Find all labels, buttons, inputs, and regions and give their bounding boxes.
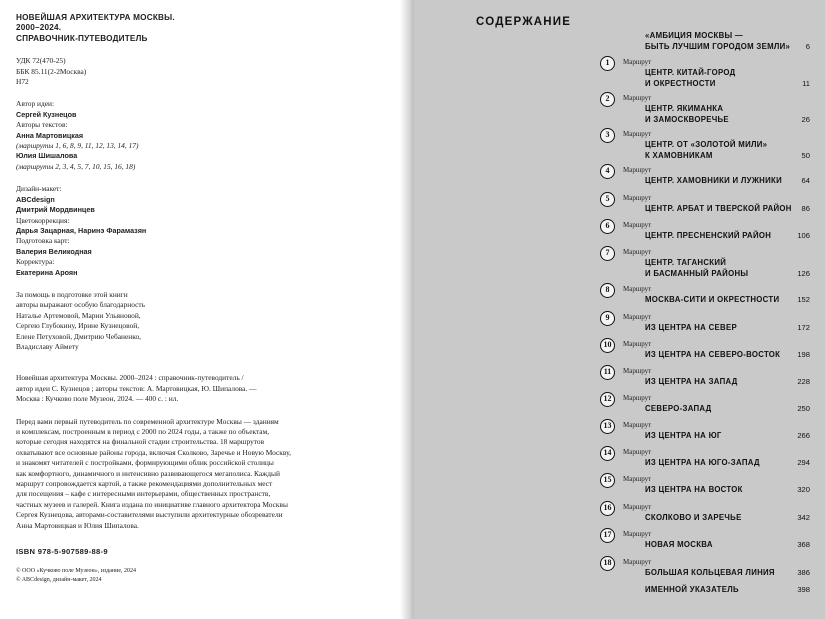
route-number-badge: 8 [600, 283, 615, 298]
book-title-line-2: 2000–2024. [16, 23, 62, 33]
toc-entry-title: ЦЕНТР. АРБАТ И ТВЕРСКОЙ РАЙОН [645, 204, 792, 213]
maps-label: Подготовка карт: [16, 236, 70, 246]
toc-page-number: 126 [797, 268, 810, 278]
toc-page-number: 152 [797, 295, 810, 304]
book-title-line-3: СПРАВОЧНИК-ПУТЕВОДИТЕЛЬ [16, 33, 148, 43]
toc-page-number: 398 [797, 585, 810, 594]
toc-entry-title: ИЗ ЦЕНТРА НА ЮГ [645, 431, 722, 440]
toc-page-number: 228 [797, 377, 810, 386]
toc-title: СОДЕРЖАНИЕ [476, 16, 572, 28]
toc-entry-title: ЦЕНТР. ОТ «ЗОЛОТОЙ МИЛИ» К ХАМОВНИКАМ [645, 140, 768, 160]
thanks-line: За помощь в подготовке этой книги [16, 289, 128, 299]
route-label: Маршрут [623, 558, 652, 566]
biblio-line: Новейшая архитектура Москвы. 2000–2024 : справочник-путеводитель / [16, 373, 244, 383]
description-line: которые сегодня находятся на финальной стадии строительства. 18 маршрутов [16, 437, 265, 447]
route-number-badge: 17 [600, 528, 615, 543]
author-sign: Н72 [16, 77, 29, 87]
biblio-line: Москва : Кучково поле Музеон, 2024. — 400 с. : ил. [16, 394, 179, 404]
route-number-badge: 12 [600, 392, 615, 407]
description-line: частных музеев и галерей. Книга издана по инициативе главного архитектора Москвы [16, 499, 288, 509]
route-number-badge: 2 [600, 92, 615, 107]
toc-entry-title: ИЗ ЦЕНТРА НА ЮГО-ЗАПАД [645, 458, 760, 467]
text-author-1-routes: (маршруты 1, 6, 8, 9, 11, 12, 13, 14, 17) [16, 141, 139, 151]
route-label: Маршрут [623, 313, 652, 321]
udc-code: УДК 72(470-25) [16, 56, 66, 66]
description-line: маршрут сопровождается картой, а также рекомендациями дополнительных мест [16, 479, 273, 489]
route-label: Маршрут [623, 194, 652, 202]
idea-author: Сергей Кузнецов [16, 109, 77, 119]
thanks-line: авторы выражают особую благодарность [16, 300, 145, 310]
proof-person: Екатерина Ароян [16, 267, 78, 277]
route-label: Маршрут [623, 94, 652, 102]
description-line: и комплексам, построенным в период с 2000 по 2024 годы, а также по объектам, [16, 427, 270, 436]
toc-page-number: 386 [797, 568, 810, 577]
toc-entry-title: ЦЕНТР. ПРЕСНЕНСКИЙ РАЙОН [645, 231, 772, 240]
toc-entry-title: СЕВЕРО-ЗАПАД [645, 404, 712, 413]
route-number-badge: 7 [600, 246, 615, 261]
proof-label: Корректура: [16, 257, 55, 267]
imprint-page-content [16, 13, 316, 585]
route-label: Маршрут [623, 421, 652, 429]
thanks-line: Владиславу Аймету [16, 341, 79, 351]
route-label: Маршрут [623, 394, 652, 402]
route-number-badge: 6 [600, 219, 615, 234]
description-line: для посещения – кафе с интересными интерьерами, общественных пространств, [16, 489, 271, 499]
route-number-badge: 15 [600, 473, 615, 488]
design-label: Дизайн-макет: [16, 184, 62, 194]
route-label: Маршрут [623, 130, 652, 138]
toc-page-number: 342 [797, 513, 810, 522]
description-line: Перед вами первый путеводитель по современной архитектуре Москвы — зданиям [16, 416, 279, 426]
toc-entry-title: ИЗ ЦЕНТРА НА ВОСТОК [645, 485, 743, 494]
toc-page-number: 320 [797, 485, 810, 494]
texts-label: Авторы текстов: [16, 120, 68, 130]
route-number-badge: 5 [600, 192, 615, 207]
color-people: Дарья Зацарная, Наринэ Фарамазян [16, 225, 147, 235]
thanks-line: Сергею Глубокину, Ирине Кузнецовой, [16, 321, 140, 331]
route-number-badge: 18 [600, 556, 615, 571]
route-label: Маршрут [623, 221, 652, 229]
right-page [414, 0, 825, 619]
toc-page-number: 368 [797, 540, 810, 549]
toc-page-number: 50 [801, 150, 810, 160]
route-label: Маршрут [623, 248, 652, 256]
toc-page-number: 26 [801, 114, 810, 124]
description-line: Сергея Кузнецова, авторами-составителями выступили архитектурные обозреватели [16, 510, 283, 520]
route-label: Маршрут [623, 503, 652, 511]
toc-entry-title: БОЛЬШАЯ КОЛЬЦЕВАЯ ЛИНИЯ [645, 568, 775, 577]
route-number-badge: 11 [600, 365, 615, 380]
book-title-line-1: НОВЕЙШАЯ АРХИТЕКТУРА МОСКВЫ. [16, 13, 175, 22]
toc-page-number: 11 [802, 78, 810, 88]
route-number-badge: 1 [600, 56, 615, 71]
toc-entry-title: ЦЕНТР. КИТАЙ-ГОРОД И ОКРЕСТНОСТИ [645, 68, 736, 88]
isbn: ISBN 978-5-907589-88-9 [16, 547, 108, 557]
biblio-line: автор идеи С. Кузнецов ; авторы текстов: А. Мартовицкая, Ю. Шипалова. — [16, 383, 257, 393]
toc-entry-title: ЦЕНТР. ЯКИМАНКА И ЗАМОСКВОРЕЧЬЕ [645, 104, 729, 124]
route-number-badge: 14 [600, 446, 615, 461]
route-number-badge: 9 [600, 311, 615, 326]
design-firm: ABCdesign [16, 194, 55, 204]
toc-page-number: 64 [801, 176, 810, 185]
designer: Дмитрий Мордвинцев [16, 205, 95, 215]
route-label: Маршрут [623, 475, 652, 483]
toc-page-number: 250 [797, 404, 810, 413]
route-label: Маршрут [623, 285, 652, 293]
idea-label: Автор идеи: [16, 99, 55, 109]
toc-entry-title: СКОЛКОВО И ЗАРЕЧЬЕ [645, 513, 742, 522]
route-label: Маршрут [623, 367, 652, 375]
toc-entry-title: ИМЕННОЙ УКАЗАТЕЛЬ [645, 585, 739, 594]
copyright-publisher: © ООО «Кучково поле Музеон», издание, 2024 [16, 568, 137, 575]
color-label: Цветокоррекция: [16, 215, 70, 225]
toc-entry-title: ЦЕНТР. ТАГАНСКИЙ И БАСМАННЫЙ РАЙОНЫ [645, 258, 749, 278]
toc-entry-title: «АМБИЦИЯ МОСКВЫ — БЫТЬ ЛУЧШИМ ГОРОДОМ ЗЕМЛИ» [645, 31, 791, 51]
route-label: Маршрут [623, 58, 652, 66]
toc-page-number: 198 [797, 350, 810, 359]
toc-page-number: 86 [801, 204, 810, 213]
thanks-line: Елене Петуховой, Дмитрию Чебаненко, [16, 331, 141, 341]
route-label: Маршрут [623, 166, 652, 174]
route-number-badge: 16 [600, 501, 615, 516]
toc-page-number: 294 [797, 458, 810, 467]
route-number-badge: 3 [600, 128, 615, 143]
description-line: охватывают все основные районы города, включая Сколково, Заречье и Новую Москву, [16, 447, 291, 457]
toc-entry-title: МОСКВА-СИТИ И ОКРЕСТНОСТИ [645, 295, 780, 304]
copyright-design: © ABCdesign, дизайн-макет, 2024 [16, 577, 102, 584]
thanks-line: Наталье Артемовой, Марии Ульяновой, [16, 310, 141, 320]
toc-entry-title: ЦЕНТР. ХАМОВНИКИ И ЛУЖНИКИ [645, 176, 782, 185]
description-line: и знакомят читателей с постройками, формирующими облик российской столицы [16, 458, 274, 468]
description-line: Анна Мартовицкая и Юлия Шипалова. [16, 520, 139, 530]
page-gutter [400, 0, 414, 619]
route-label: Маршрут [623, 448, 652, 456]
description-line: как комфортного, динамичного и интенсивно развивающегося мегаполиса. Каждый [16, 468, 280, 478]
text-author-1: Анна Мартовицкая [16, 130, 84, 140]
toc-entry-title: ИЗ ЦЕНТРА НА СЕВЕРО-ВОСТОК [645, 350, 781, 359]
toc-page-number: 266 [797, 431, 810, 440]
toc-entry-title: ИЗ ЦЕНТРА НА СЕВЕР [645, 323, 737, 332]
bbk-code: ББК 85.11(2-2Москва) [16, 66, 87, 76]
toc-page-number: 6 [805, 41, 810, 51]
route-label: Маршрут [623, 340, 652, 348]
route-number-badge: 13 [600, 419, 615, 434]
toc-entry-title: ИЗ ЦЕНТРА НА ЗАПАД [645, 377, 738, 386]
route-label: Маршрут [623, 530, 652, 538]
toc-entry-title: НОВАЯ МОСКВА [645, 540, 713, 549]
text-author-2-routes: (маршруты 2, 3, 4, 5, 7, 10, 15, 16, 18) [16, 161, 136, 171]
text-author-2: Юлия Шишалова [16, 151, 78, 161]
toc-page-number: 172 [797, 323, 810, 332]
toc-page-number: 106 [797, 231, 810, 240]
maps-person: Валерия Великодная [16, 246, 92, 256]
route-number-badge: 4 [600, 164, 615, 179]
route-number-badge: 10 [600, 338, 615, 353]
